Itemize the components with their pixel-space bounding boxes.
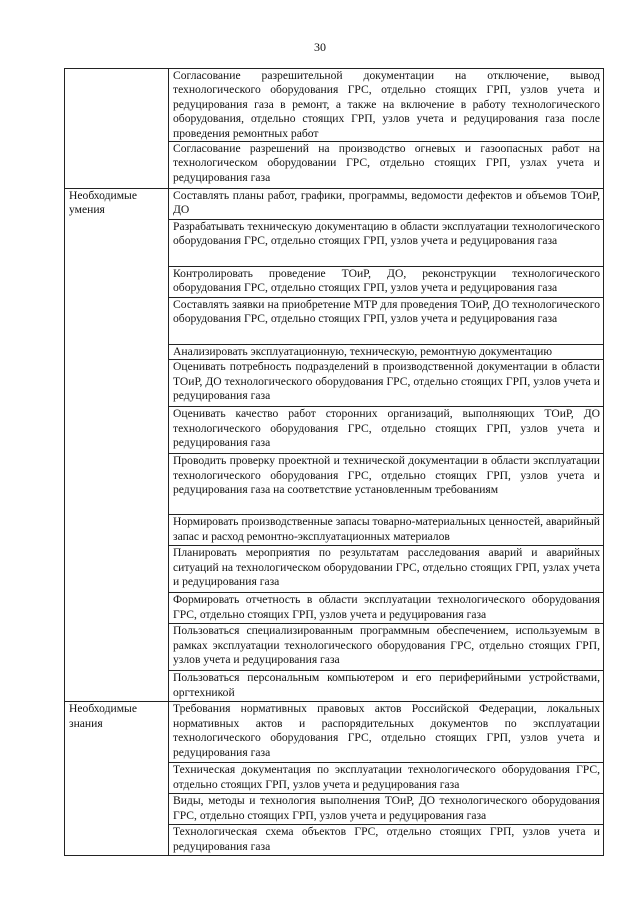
table-cell: Виды, методы и технология выполнения ТОиР, ДО технологического оборудования ГРС, отдельно стоящих ГРП, узлов учета и редуцирования газа — [169, 794, 604, 825]
table-cell: Составлять планы работ, графики, программы, ведомости дефектов и объемов ТОиР, ДО — [169, 189, 604, 220]
table-cell: Согласование разрешительной документации на отключение, вывод технологического оборудования ГРС, отдельно стоящих ГРП, узлов учета и редуцирования газа в ремонт, а также на включение в работу технологического оборудования, отдельно стоящих ГРП, узлов учета и редуцирования газа после проведения ремонтных работ — [169, 69, 604, 142]
table-cell: Разрабатывать техническую документацию в области эксплуатации технологического оборудования ГРС, отдельно стоящих ГРП, узлов учета и редуцирования газа — [169, 220, 604, 267]
competency-table — [64, 68, 604, 856]
section-label-continuation — [65, 69, 169, 189]
table-cell: Формировать отчетность в области эксплуатации технологического оборудования ГРС, отдельно стоящих ГРП, узлов учета и редуцирования газа — [169, 593, 604, 624]
table-cell: Анализировать эксплуатационную, техническую, ремонтную документацию — [169, 345, 604, 360]
table-row — [65, 69, 604, 142]
table-cell: Технологическая схема объектов ГРС, отдельно стоящих ГРП, узлов учета и редуцирования газа — [169, 825, 604, 856]
table-cell: Контролировать проведение ТОиР, ДО, реконструкции технологического оборудования ГРС, отдельно стоящих ГРП, узлов учета и редуцирования газа — [169, 267, 604, 298]
table-cell: Нормировать производственные запасы товарно-материальных ценностей, аварийный запас и расход ремонтно-эксплуатационных материалов — [169, 515, 604, 546]
table-cell: Пользоваться специализированным программным обеспечением, используемым в рамках эксплуатации технологического оборудования ГРС, отдельно стоящих ГРП, узлов учета и редуцирования газа — [169, 624, 604, 671]
table-row — [65, 702, 604, 763]
table-cell: Согласование разрешений на производство огневых и газоопасных работ на технологическом оборудовании ГРС, отдельно стоящих ГРП, узлах учета и редуцирования газа — [169, 142, 604, 189]
table-cell: Оценивать потребность подразделений в производственной документации в области ТОиР, ДО технологического оборудования ГРС, отдельно стоящих ГРП, узлов учета и редуцирования газа — [169, 360, 604, 407]
table-cell: Планировать мероприятия по результатам расследования аварий и аварийных ситуаций на технологическом оборудовании ГРС, отдельно стоящих ГРП, узлах учета и редуцирования газа — [169, 546, 604, 593]
section-label-knowledge: Необходимые знания — [65, 702, 169, 856]
table-cell: Оценивать качество работ сторонних организаций, выполняющих ТОиР, ДО технологического оборудования ГРС, отдельно стоящих ГРП, узлов учета и редуцирования газа — [169, 407, 604, 454]
table-cell: Техническая документация по эксплуатации технологического оборудования ГРС, отдельно стоящих ГРП, узлов учета и редуцирования газа — [169, 763, 604, 794]
table-row — [65, 189, 604, 220]
table-cell: Составлять заявки на приобретение МТР для проведения ТОиР, ДО технологического оборудования ГРС, отдельно стоящих ГРП, узлов учета и редуцирования газа — [169, 298, 604, 345]
page-number: 30 — [314, 40, 326, 54]
section-label-skills: Необходимые умения — [65, 189, 169, 702]
table-cell: Требования нормативных правовых актов Российской Федерации, локальных нормативных актов и распорядительных документов по эксплуатации технологического оборудования ГРС, отдельно стоящих ГРП, узлов учета и редуцирования газа — [169, 702, 604, 763]
table-cell: Пользоваться персональным компьютером и его периферийными устройствами, оргтехникой — [169, 671, 604, 702]
table-cell: Проводить проверку проектной и технической документации в области эксплуатации технологического оборудования ГРС, отдельно стоящих ГРП, узлов учета и редуцирования газа на соответствие установленным требованиям — [169, 454, 604, 515]
